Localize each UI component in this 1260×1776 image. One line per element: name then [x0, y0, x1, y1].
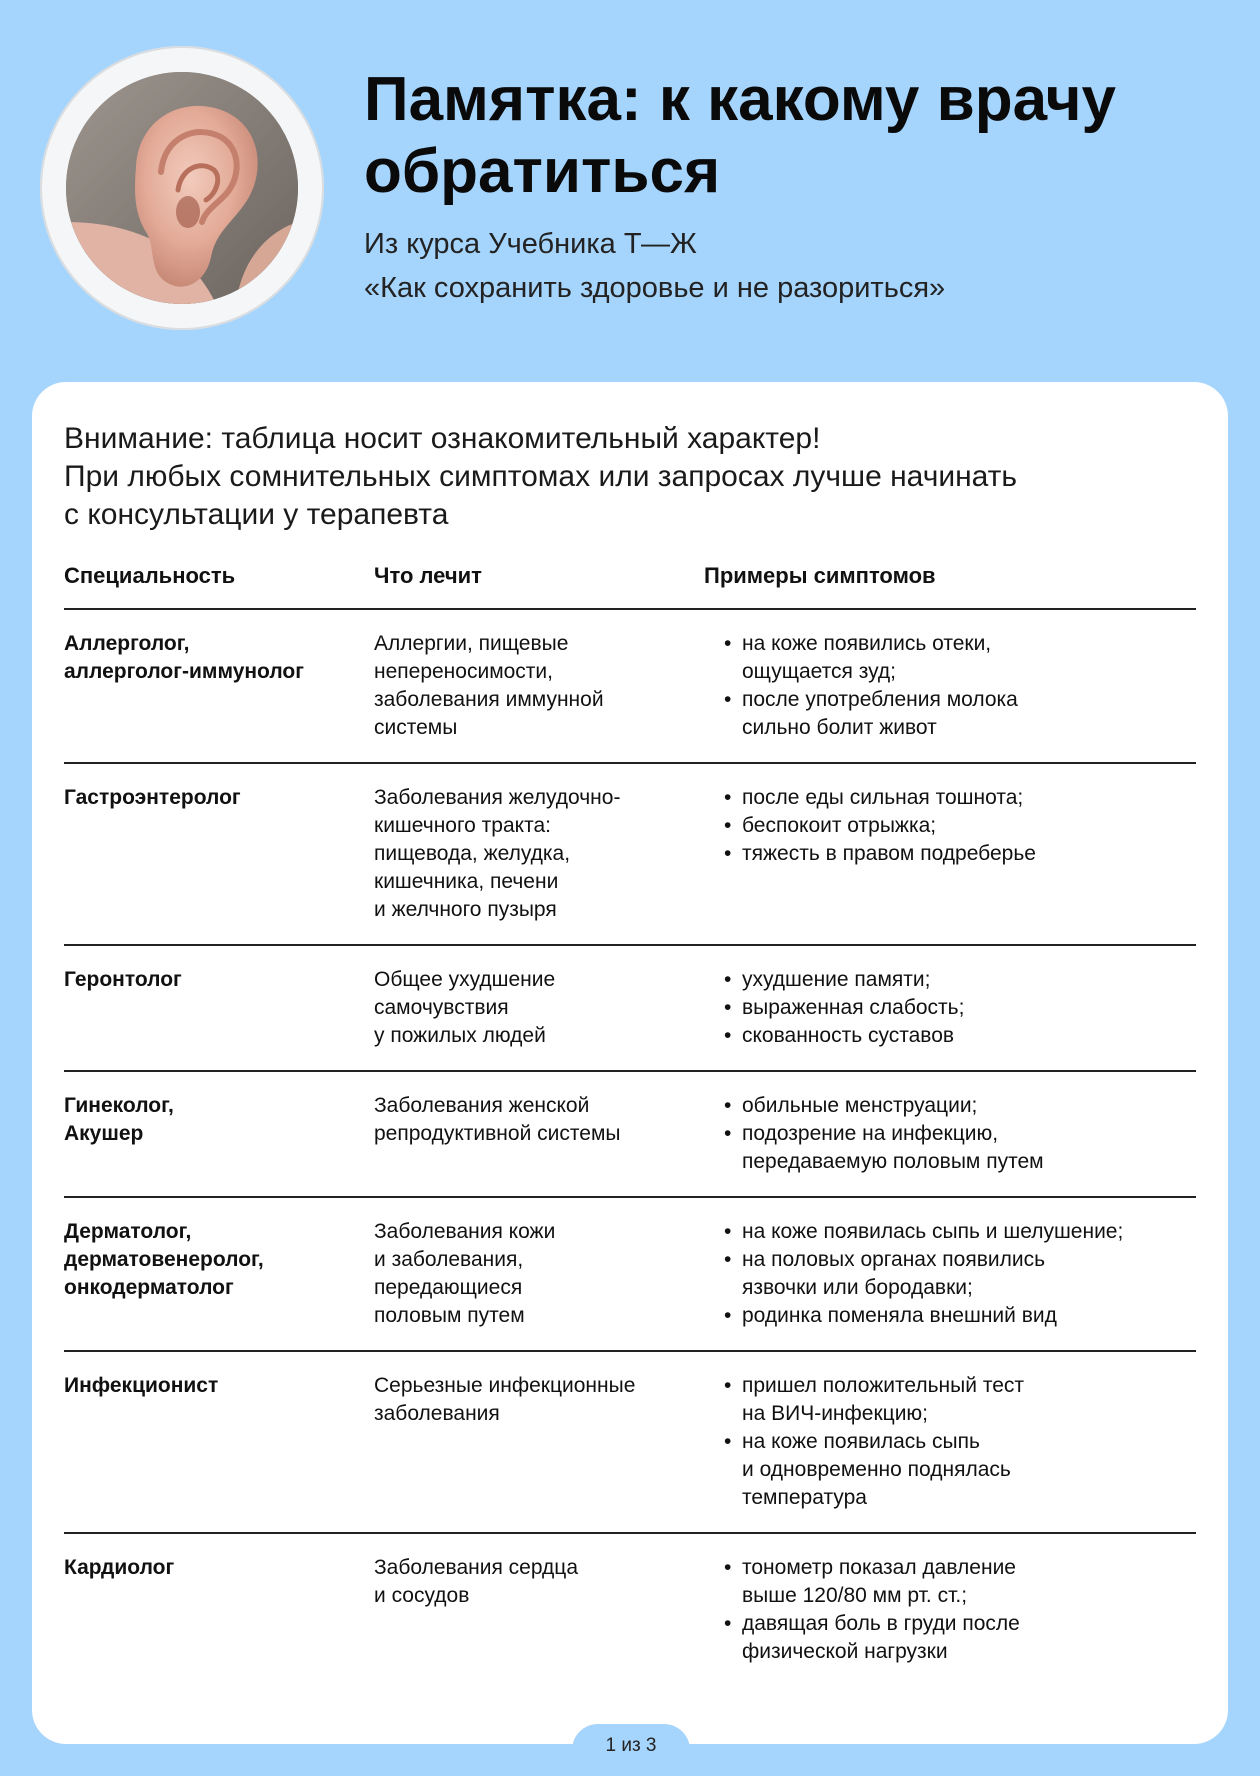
symptom-item: [704, 812, 1196, 840]
symptoms-cell: [704, 1372, 1196, 1532]
treats-line: пищевода, желудка,: [374, 842, 571, 865]
treats-cell: [374, 1554, 704, 1684]
symptom-text: [742, 1218, 1196, 1246]
symptom-item: [704, 1610, 1196, 1666]
symptom-line: температура: [742, 1486, 867, 1509]
symptom-text: [742, 840, 1196, 868]
table-row: [64, 1198, 1196, 1352]
warning-line: Внимание: таблица носит ознакомительный характер!: [64, 422, 821, 455]
bullet-icon: •: [724, 842, 732, 865]
treats-line: кишечного тракта:: [374, 814, 551, 837]
symptom-line: и одновременно поднялась: [742, 1458, 1011, 1481]
treats-line: самочувствия: [374, 996, 509, 1019]
specialty-line: Дерматолог,: [64, 1220, 192, 1243]
symptom-line: на коже появилась сыпь: [742, 1430, 980, 1453]
symptom-text: [742, 1120, 1196, 1176]
symptoms-cell: [704, 1092, 1196, 1196]
warning-line: с консультации у терапевта: [64, 498, 449, 531]
symptom-text: [742, 630, 1196, 686]
specialty-line: онкодерматолог: [64, 1276, 234, 1299]
symptom-line: беспокоит отрыжка;: [742, 814, 937, 837]
symptom-line: выраженная слабость;: [742, 996, 965, 1019]
table-row: [64, 1534, 1196, 1684]
symptom-line: на коже появилась сыпь и шелушение;: [742, 1220, 1124, 1243]
table-row: [64, 1352, 1196, 1534]
symptoms-cell: [704, 630, 1196, 762]
symptom-line: обильные менструации;: [742, 1094, 978, 1117]
specialty-cell: [64, 1218, 374, 1350]
treats-line: системы: [374, 716, 458, 739]
symptom-line: давящая боль в груди после: [742, 1612, 1020, 1635]
symptom-item: [704, 994, 1196, 1022]
symptom-item: [704, 966, 1196, 994]
subtitle-line: «Как сохранить здоровье и не разориться»: [364, 272, 946, 304]
symptom-line: ухудшение памяти;: [742, 968, 931, 991]
treats-line: репродуктивной системы: [374, 1122, 621, 1145]
bullet-icon: •: [724, 1430, 732, 1453]
treats-line: Серьезные инфекционные: [374, 1374, 636, 1397]
symptom-item: [704, 1372, 1196, 1428]
treats-line: Заболевания женской: [374, 1094, 590, 1117]
symptom-line: тонометр показал давление: [742, 1556, 1016, 1579]
treats-cell: [374, 630, 704, 762]
symptom-line: физической нагрузки: [742, 1640, 948, 1663]
treats-cell: [374, 966, 704, 1070]
treats-cell: [374, 784, 704, 944]
avatar: [40, 46, 324, 330]
symptom-line: подозрение на инфекцию,: [742, 1122, 999, 1145]
specialty-line: дерматовенеролог,: [64, 1248, 264, 1271]
header: [0, 0, 1260, 380]
treats-line: и желчного пузыря: [374, 898, 557, 921]
bullet-icon: •: [724, 1094, 732, 1117]
table-row: [64, 610, 1196, 764]
symptom-item: [704, 840, 1196, 868]
symptom-text: [742, 686, 1196, 742]
column-header-treats: Что лечит: [374, 563, 482, 588]
symptom-text: [742, 1246, 1196, 1302]
bullet-icon: •: [724, 996, 732, 1019]
warning-line: При любых сомнительных симптомах или запросах лучше начинать: [64, 460, 1018, 493]
symptom-line: после употребления молока: [742, 688, 1018, 711]
specialty-line: Акушер: [64, 1122, 144, 1145]
treats-cell: [374, 1092, 704, 1196]
treats-line: Общее ухудшение: [374, 968, 556, 991]
symptom-item: [704, 686, 1196, 742]
bullet-icon: •: [724, 786, 732, 809]
symptom-item: [704, 784, 1196, 812]
symptom-item: [704, 1092, 1196, 1120]
bullet-icon: •: [724, 632, 732, 655]
bullet-icon: •: [724, 1612, 732, 1635]
symptom-item: [704, 1554, 1196, 1610]
specialty-line: Аллерголог,: [64, 632, 190, 655]
specialty-line: Геронтолог: [64, 968, 182, 991]
column-header-symptoms: Примеры симптомов: [704, 563, 936, 588]
symptom-line: выше 120/80 мм рт. ст.;: [742, 1584, 968, 1607]
table-row: [64, 764, 1196, 946]
symptom-line: ощущается зуд;: [742, 660, 897, 683]
symptom-text: [742, 1554, 1196, 1610]
bullet-icon: •: [724, 1248, 732, 1271]
bullet-icon: •: [724, 968, 732, 991]
treats-line: Заболевания желудочно-: [374, 786, 621, 809]
warning-text: [64, 420, 1204, 534]
specialty-cell: [64, 1092, 374, 1196]
subtitle-line: Из курса Учебника Т—Ж: [364, 228, 697, 260]
specialty-cell: [64, 630, 374, 762]
symptom-line: передаваемую половым путем: [742, 1150, 1044, 1173]
bullet-icon: •: [724, 1220, 732, 1243]
treats-line: Заболевания сердца: [374, 1556, 579, 1579]
symptoms-cell: [704, 784, 1196, 944]
treats-line: и сосудов: [374, 1584, 470, 1607]
bullet-icon: •: [724, 1024, 732, 1047]
title-line: Памятка: к какому врачу: [364, 65, 1117, 134]
symptom-item: [704, 630, 1196, 686]
treats-cell: [374, 1218, 704, 1350]
bullet-icon: •: [724, 1304, 732, 1327]
symptom-line: после еды сильная тошнота;: [742, 786, 1024, 809]
symptom-text: [742, 812, 1196, 840]
symptoms-cell: [704, 1218, 1196, 1350]
bullet-icon: •: [724, 1374, 732, 1397]
specialty-cell: [64, 1554, 374, 1684]
specialty-cell: [64, 784, 374, 944]
symptom-text: [742, 1092, 1196, 1120]
table-header: [64, 562, 1196, 610]
symptom-text: [742, 1022, 1196, 1050]
symptom-item: [704, 1120, 1196, 1176]
treats-line: Аллергии, пищевые: [374, 632, 569, 655]
treats-line: у пожилых людей: [374, 1024, 546, 1047]
table-row: [64, 1072, 1196, 1198]
page-title: [364, 64, 1224, 208]
treats-line: передающиеся: [374, 1276, 523, 1299]
symptom-text: [742, 994, 1196, 1022]
symptom-item: [704, 1022, 1196, 1050]
symptom-line: пришел положительный тест: [742, 1374, 1024, 1397]
column-header-specialty: Специальность: [64, 563, 236, 588]
symptom-item: [704, 1302, 1196, 1330]
symptom-line: тяжесть в правом подреберье: [742, 842, 1036, 865]
treats-line: кишечника, печени: [374, 870, 559, 893]
specialty-cell: [64, 966, 374, 1070]
symptom-text: [742, 784, 1196, 812]
symptom-line: на коже появились отеки,: [742, 632, 992, 655]
symptom-line: скованность суставов: [742, 1024, 955, 1047]
table-body: [64, 610, 1196, 1684]
bullet-icon: •: [724, 1122, 732, 1145]
symptom-item: [704, 1246, 1196, 1302]
symptom-item: [704, 1218, 1196, 1246]
ear-illustration: [66, 72, 298, 304]
specialty-line: Инфекционист: [64, 1374, 219, 1397]
symptoms-cell: [704, 966, 1196, 1070]
title-line: обратиться: [364, 137, 721, 206]
symptoms-cell: [704, 1554, 1196, 1684]
symptom-text: [742, 1610, 1196, 1666]
specialty-line: Кардиолог: [64, 1556, 175, 1579]
table-row: [64, 946, 1196, 1072]
treats-line: заболевания иммунной: [374, 688, 604, 711]
treats-cell: [374, 1372, 704, 1532]
bullet-icon: •: [724, 814, 732, 837]
treats-line: заболевания: [374, 1402, 500, 1425]
symptom-line: на половых органах появились: [742, 1248, 1046, 1271]
ear-photo-icon: [66, 72, 298, 304]
page-indicator: 1 из 3: [572, 1724, 690, 1776]
bullet-icon: •: [724, 1556, 732, 1579]
specialty-line: Гинеколог,: [64, 1094, 174, 1117]
symptom-line: язвочки или бородавки;: [742, 1276, 973, 1299]
symptom-line: родинка поменяла внешний вид: [742, 1304, 1057, 1327]
symptom-text: [742, 1428, 1196, 1512]
treats-line: и заболевания,: [374, 1248, 524, 1271]
content-card: [32, 382, 1228, 1744]
symptom-item: [704, 1428, 1196, 1512]
symptom-line: на ВИЧ-инфекцию;: [742, 1402, 929, 1425]
doctors-table: [64, 562, 1196, 1684]
subtitle: [364, 222, 1224, 310]
specialty-line: аллерголог-иммунолог: [64, 660, 305, 683]
symptom-line: сильно болит живот: [742, 716, 937, 739]
specialty-line: Гастроэнтеролог: [64, 786, 241, 809]
treats-line: половым путем: [374, 1304, 525, 1327]
specialty-cell: [64, 1372, 374, 1532]
bullet-icon: •: [724, 688, 732, 711]
treats-line: непереносимости,: [374, 660, 553, 683]
symptom-text: [742, 1372, 1196, 1428]
symptom-text: [742, 966, 1196, 994]
treats-line: Заболевания кожи: [374, 1220, 556, 1243]
symptom-text: [742, 1302, 1196, 1330]
